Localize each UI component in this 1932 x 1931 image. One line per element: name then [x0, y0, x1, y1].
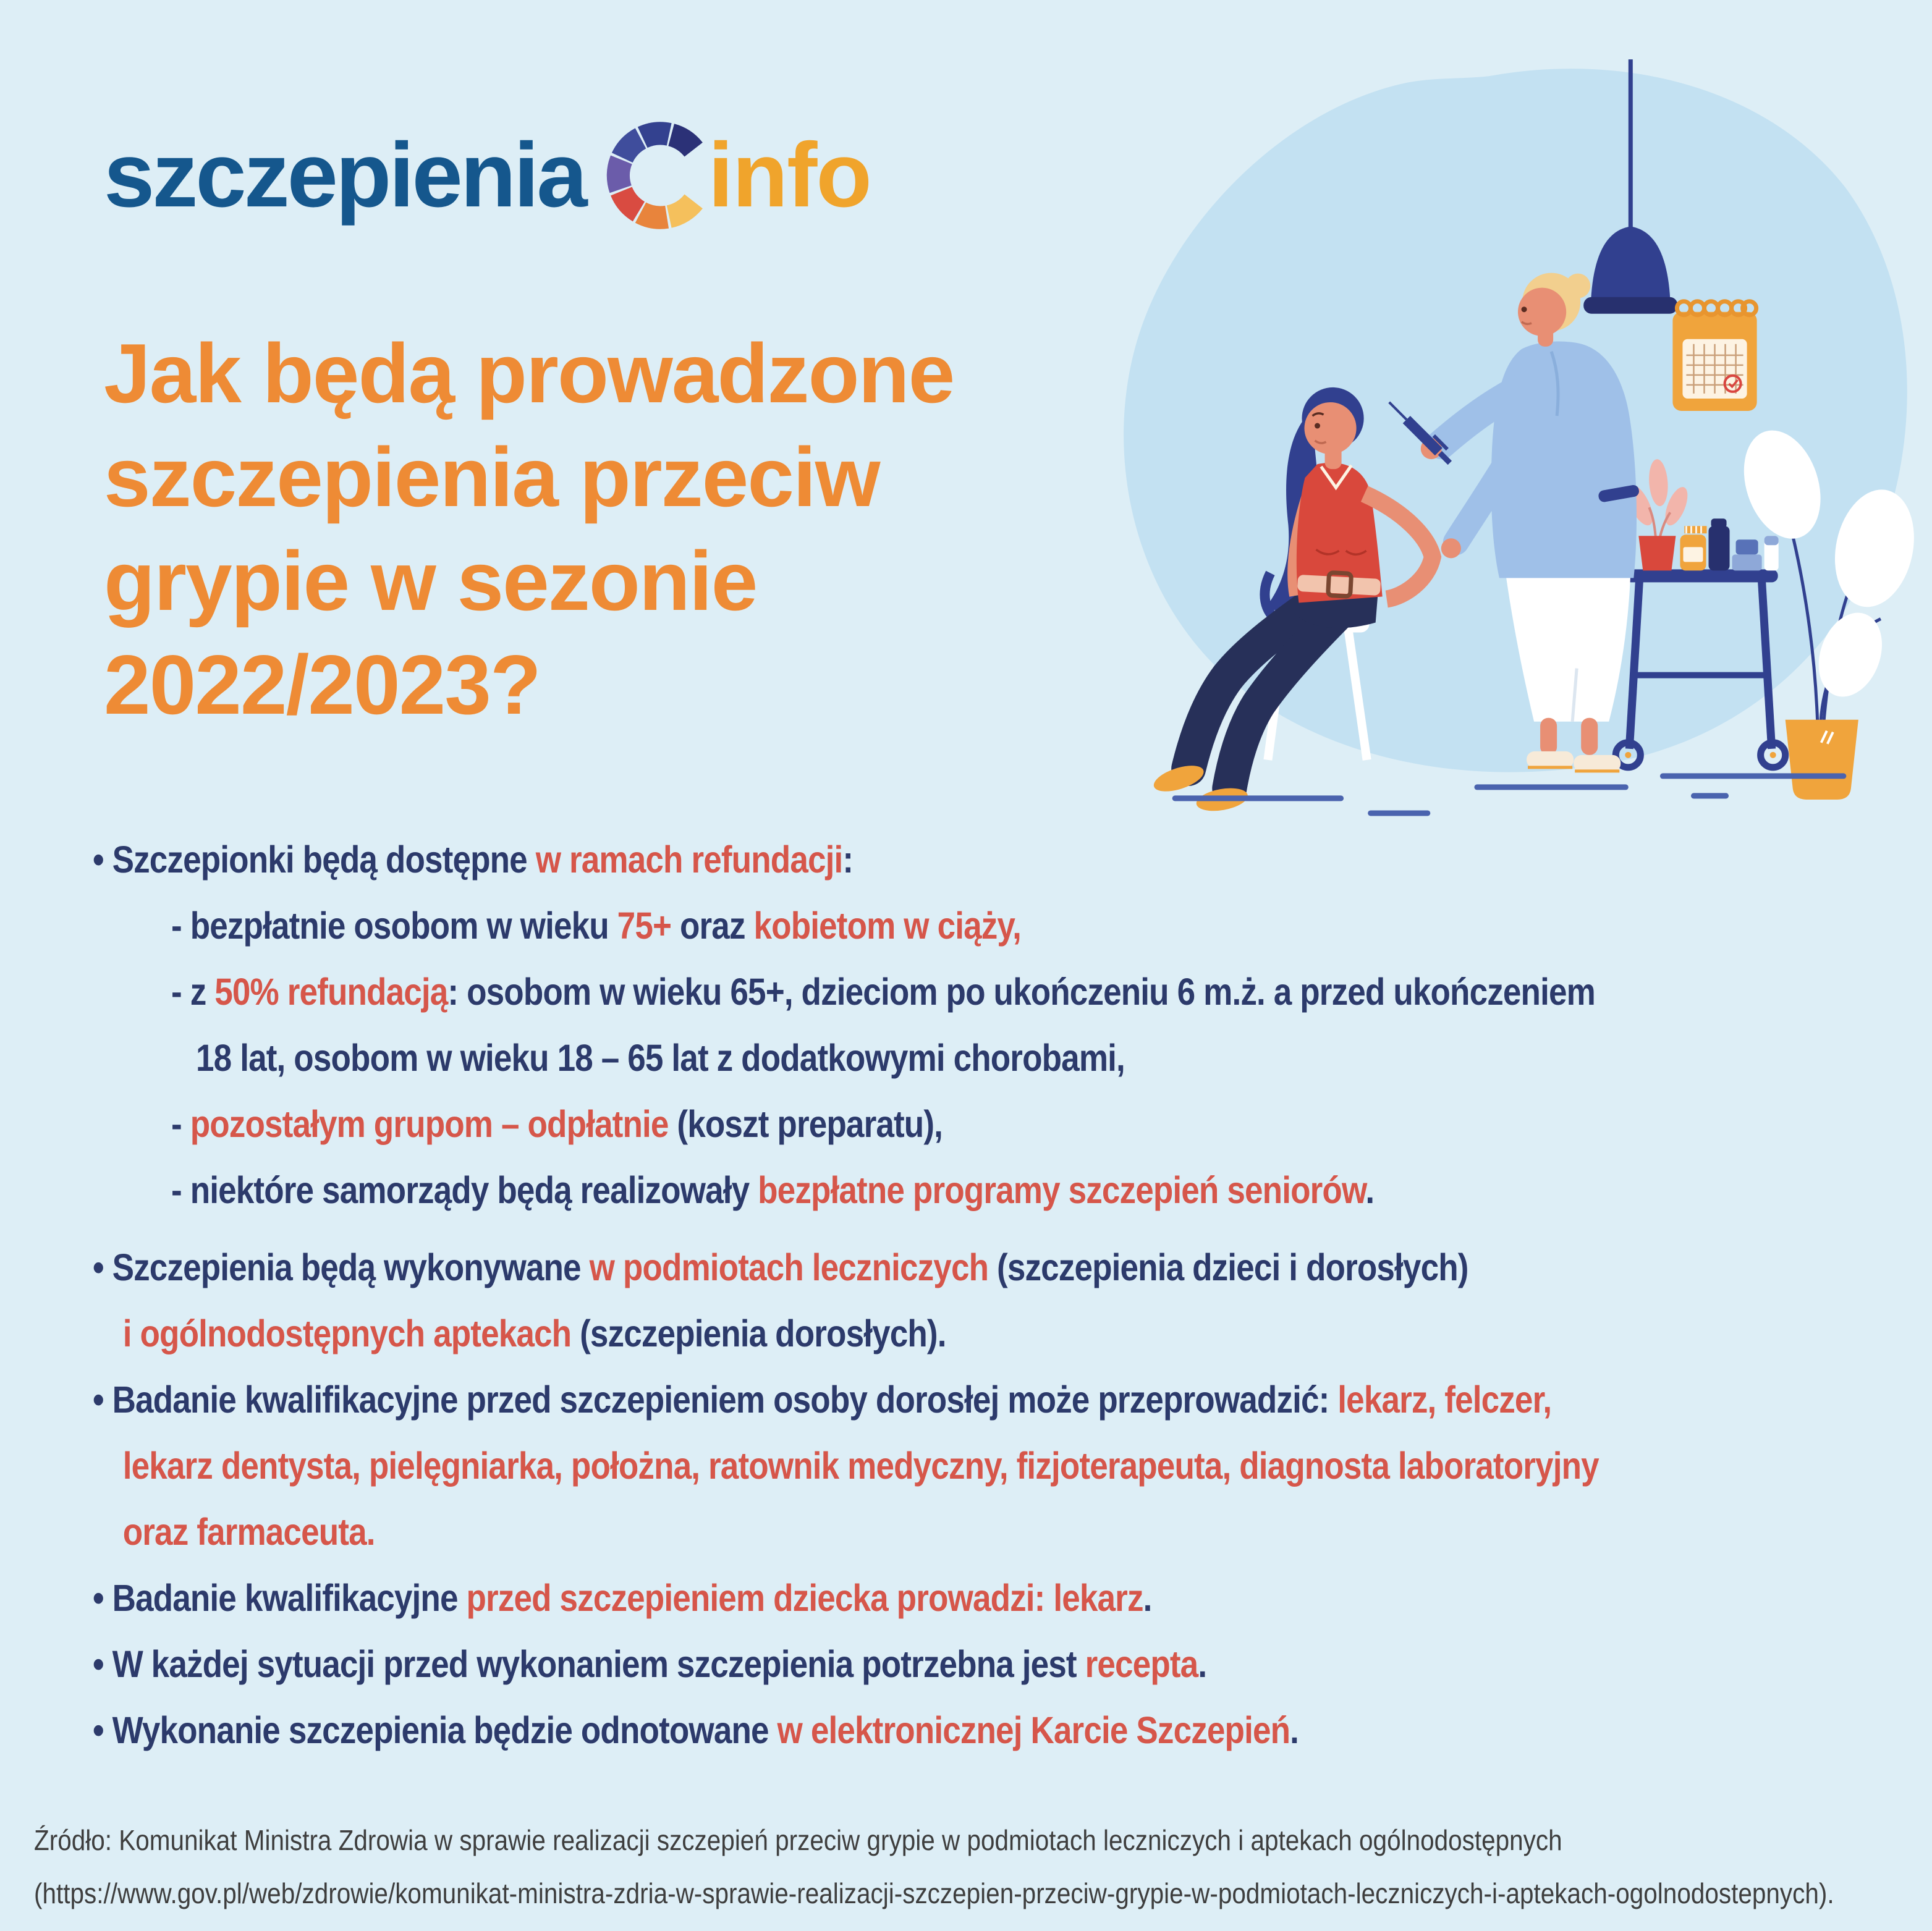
- text-segment: 50% refundacją: [214, 971, 448, 1013]
- text-segment: .: [1198, 1643, 1207, 1685]
- text-segment: - z: [171, 971, 215, 1013]
- logo-ring-icon: [594, 104, 727, 247]
- logo-arc-segment: [618, 159, 621, 189]
- text-segment: • Wykonanie szczepienia będzie odnotowane: [93, 1709, 777, 1751]
- logo-suffix-text: info: [708, 124, 871, 226]
- text-segment: - niektóre samorządy będą realizowały: [171, 1169, 758, 1211]
- text-segment: • Szczepienia będą wykonywane: [93, 1246, 590, 1288]
- bullet-line: [93, 1565, 1857, 1631]
- text-segment: kobietom w ciąży,: [753, 905, 1022, 947]
- szczepienia-info-logo: [104, 104, 871, 247]
- text-segment: lekarz, felczer,: [1337, 1379, 1552, 1421]
- text-segment: oraz: [671, 905, 754, 947]
- text-segment: • Badanie kwalifikacyjne przed szczepieniem osoby dorosłej może przeprowadzić:: [93, 1379, 1338, 1421]
- bullet-line: [93, 1025, 1857, 1091]
- text-segment: 18 lat, osobom w wieku 18 – 65 lat z dodatkowymi chorobami,: [196, 1037, 1125, 1079]
- text-segment: • Szczepionki będą dostępne: [93, 839, 536, 881]
- text-segment: lekarz dentysta, pielęgniarka, położna, ratownik medyczny, fizjoterapeuta, diagnosta laboratoryjny: [122, 1445, 1599, 1487]
- logo-arc-segment: [642, 133, 669, 137]
- bullet-line: [93, 1367, 1857, 1433]
- text-segment: • Badanie kwalifikacyjne: [93, 1577, 467, 1619]
- vaccination-illustration: [1080, 17, 1932, 822]
- text-segment: i ogólnodostępnych aptekach: [122, 1312, 572, 1354]
- text-segment: w ramach refundacji: [535, 839, 843, 881]
- bullet-line: [93, 1235, 1857, 1301]
- bullet-line: [93, 1499, 1857, 1565]
- logo-brand-text: szczepienia: [104, 124, 585, 226]
- bullet-list: [93, 827, 1857, 1764]
- text-segment: oraz farmaceuta.: [122, 1511, 375, 1553]
- text-segment: w elektronicznej Karcie Szczepień: [777, 1709, 1290, 1751]
- page-title-line: Jak będą prowadzone: [104, 326, 954, 420]
- page-title-line: grypie w sezonie: [104, 534, 757, 628]
- text-segment: w podmiotach leczniczych: [589, 1246, 989, 1288]
- text-segment: : osobom w wieku 65+, dzieciom po ukończeniu 6 m.ż. a przed ukończeniem: [447, 971, 1595, 1013]
- text-segment: • W każdej sytuacji przed wykonaniem szczepienia potrzebna jest: [93, 1643, 1085, 1685]
- text-segment: (szczepienia dzieci i dorosłych): [988, 1246, 1468, 1288]
- page-title-line: szczepienia przeciw: [104, 430, 879, 524]
- text-segment: (koszt preparatu),: [668, 1103, 943, 1145]
- text-segment: .: [1143, 1577, 1152, 1619]
- logo-arc-segment: [640, 213, 667, 218]
- text-segment: pozostałym grupom – odpłatnie: [190, 1103, 669, 1145]
- text-segment: -: [171, 1103, 190, 1145]
- text-segment: recepta: [1085, 1643, 1198, 1685]
- text-segment: bezpłatne programy szczepień seniorów: [758, 1169, 1366, 1211]
- text-segment: .: [1365, 1169, 1375, 1211]
- page-title-line: 2022/2023?: [104, 638, 540, 732]
- bullet-line: [93, 1697, 1857, 1764]
- page-title: [104, 321, 1155, 737]
- source-url: (https://www.gov.pl/web/zdrowie/komunikat-ministra-zdria-w-sprawie-realizacji-szczepien-przeciw-grypie-w-podmiotach-leczniczych-i-aptekach-ogolnodostepnych).: [34, 1877, 1834, 1909]
- text-segment: - bezpłatnie osobom w wieku: [171, 905, 617, 947]
- text-segment: 75+: [617, 905, 672, 947]
- bullet-line: [93, 1157, 1857, 1223]
- text-segment: .: [1290, 1709, 1299, 1751]
- logo-arc-segment: [622, 138, 640, 158]
- text-segment: (szczepienia dorosłych).: [571, 1312, 946, 1354]
- bullet-line: [93, 1301, 1857, 1367]
- bullet-line: [93, 1631, 1857, 1697]
- text-segment: :: [842, 839, 854, 881]
- calendar-icon: [1672, 302, 1756, 411]
- bullet-line: [93, 827, 1857, 893]
- source-line: Źródło: Komunikat Ministra Zdrowia w sprawie realizacji szczepień przeciw grypie w podmiotach leczniczych i aptekach ogólnodostępnych: [34, 1824, 1562, 1856]
- bullet-line: [93, 1091, 1857, 1157]
- bullet-line: [93, 893, 1857, 959]
- logo-arc-segment: [669, 201, 693, 217]
- text-segment: przed szczepieniem dziecka prowadzi: lekarz: [466, 1577, 1143, 1619]
- bullet-line: [93, 959, 1857, 1025]
- floor-lines: [1175, 776, 1844, 813]
- bullet-line: [93, 1433, 1857, 1499]
- logo-arc-segment: [671, 135, 693, 150]
- source-note: [34, 1814, 1932, 1920]
- logo-arc-segment: [621, 192, 638, 212]
